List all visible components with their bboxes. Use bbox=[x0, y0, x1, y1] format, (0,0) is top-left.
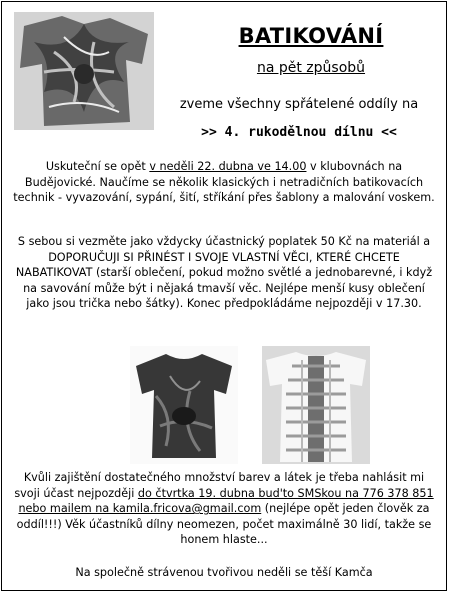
event-date: v neděli 22. dubna ve 14.00 bbox=[149, 160, 307, 173]
poster bbox=[1, 1, 447, 591]
tiedye-shirt-photo-light bbox=[262, 346, 370, 464]
tiedye-shirt-photo-dark bbox=[130, 346, 238, 464]
registration-note: (nejlépe opět jeden člověk za oddíl!!!) Věk účastníků dílny neomezen, počet maximálně 30 lidí, takže se honem hlaste... bbox=[16, 502, 432, 547]
poster-subtitle: na pět způsobů bbox=[256, 60, 366, 76]
light-shirt-image bbox=[262, 346, 370, 464]
event-description: v klubovnách na Budějovické. Naučíme se několik klasických i netradičních batikovacích technik - vyvazování, sypání, šití, stříkání přes šablony a malování voskem. bbox=[13, 160, 435, 205]
event-intro-text: Uskuteční se opět bbox=[45, 160, 150, 173]
closing-line: Na společně strávenou tvořivou neděli se těší Kamča bbox=[75, 566, 373, 579]
dark-shirt-image bbox=[130, 346, 238, 464]
paragraph-event-details bbox=[12, 159, 436, 206]
registration-text: Kvůli zajištění dostatečného množství barev a látek je třeba nahlásit mi svoji účast nejpozději bbox=[14, 471, 425, 500]
tiedye-shirt-photo-top bbox=[14, 12, 154, 130]
paragraph-registration bbox=[12, 470, 436, 548]
tiedye-shirt-image bbox=[14, 12, 154, 130]
invite-line: zveme všechny spřátelené oddíly na bbox=[179, 97, 419, 112]
poster-title: BATIKOVÁNÍ bbox=[238, 24, 384, 48]
registration-deadline-contact: do čtvrtka 19. dubna bud'to SMSkou na 776 378 851 nebo mailem na kamila.fricova@gmail.com bbox=[18, 486, 434, 516]
workshop-name: >> 4. rukodělnou dílnu << bbox=[201, 125, 397, 140]
paragraph-what-to-bring: S sebou si vezměte jako vždycky účastnický poplatek 50 Kč na materiál a DOPORUČUJI SI PŘINÉST I SVOJE VLASTNÍ VĚCI, KTERÉ CHCETE NABATIKOVAT (starší oblečení, pokud možno světlé a jednobarevné, i když na savování může být i nějaká tmavší věc. Nejlépe menší kusy oblečení jako jsou trička nebo šátky). Konec předpokládáme nejpozději v 17.30. bbox=[15, 235, 433, 311]
